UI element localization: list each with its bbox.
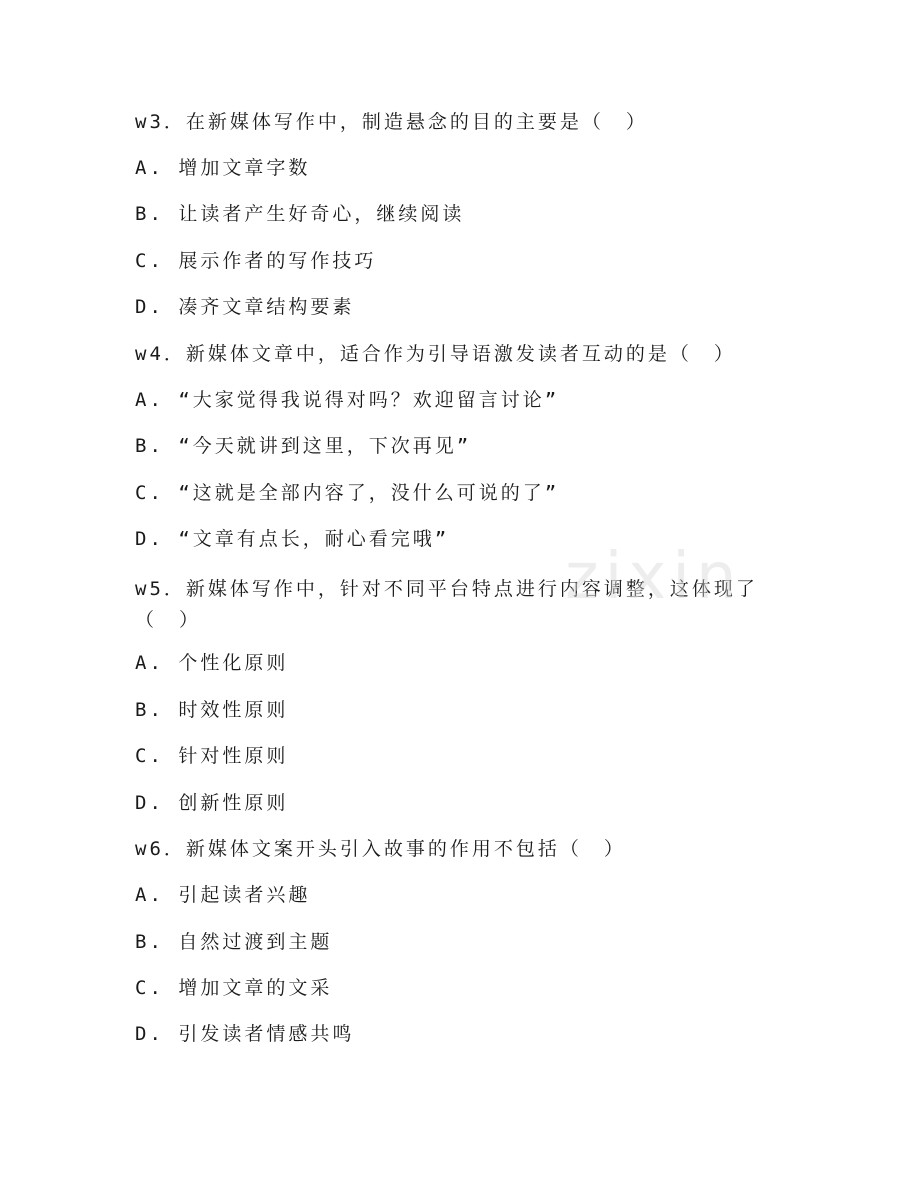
question-5-option-d: D. 创新性原则 — [135, 792, 289, 814]
question-6-option-d: D. 引发读者情感共鸣 — [135, 1023, 355, 1045]
question-5-stem: w5．新媒体写作中，针对不同平台特点进行内容调整，这体现了（ ） — [135, 578, 758, 631]
question-4-option-c: C. “这就是全部内容了，没什么可说的了” — [135, 482, 560, 504]
question-3-option-b: B. 让读者产生好奇心，继续阅读 — [135, 203, 465, 225]
question-6-option-b: B. 自然过渡到主题 — [135, 931, 333, 953]
watermark: zixin — [565, 540, 743, 614]
question-4-option-b: B. “今天就讲到这里，下次再见” — [135, 435, 472, 457]
question-6-option-c: C. 增加文章的文采 — [135, 977, 333, 999]
question-4-option-d: D. “文章有点长，耐心看完哦” — [135, 528, 450, 550]
question-6-stem: w6．新媒体文案开头引入故事的作用不包括（ ） — [135, 838, 626, 860]
question-5-option-a: A. 个性化原则 — [135, 652, 289, 674]
question-6-option-a: A. 引起读者兴趣 — [135, 884, 311, 906]
question-3-option-c: C. 展示作者的写作技巧 — [135, 250, 377, 272]
question-4-stem: w4．新媒体文章中，适合作为引导语激发读者互动的是（ ） — [135, 343, 736, 365]
question-3-option-d: D. 凑齐文章结构要素 — [135, 296, 355, 318]
question-5-option-b: B. 时效性原则 — [135, 699, 289, 721]
question-3-option-a: A. 增加文章字数 — [135, 157, 311, 179]
question-4-option-a: A. “大家觉得我说得对吗？欢迎留言讨论” — [135, 389, 560, 411]
question-3-stem: w3．在新媒体写作中，制造悬念的目的主要是（ ） — [135, 111, 648, 133]
question-5-option-c: C. 针对性原则 — [135, 745, 289, 767]
